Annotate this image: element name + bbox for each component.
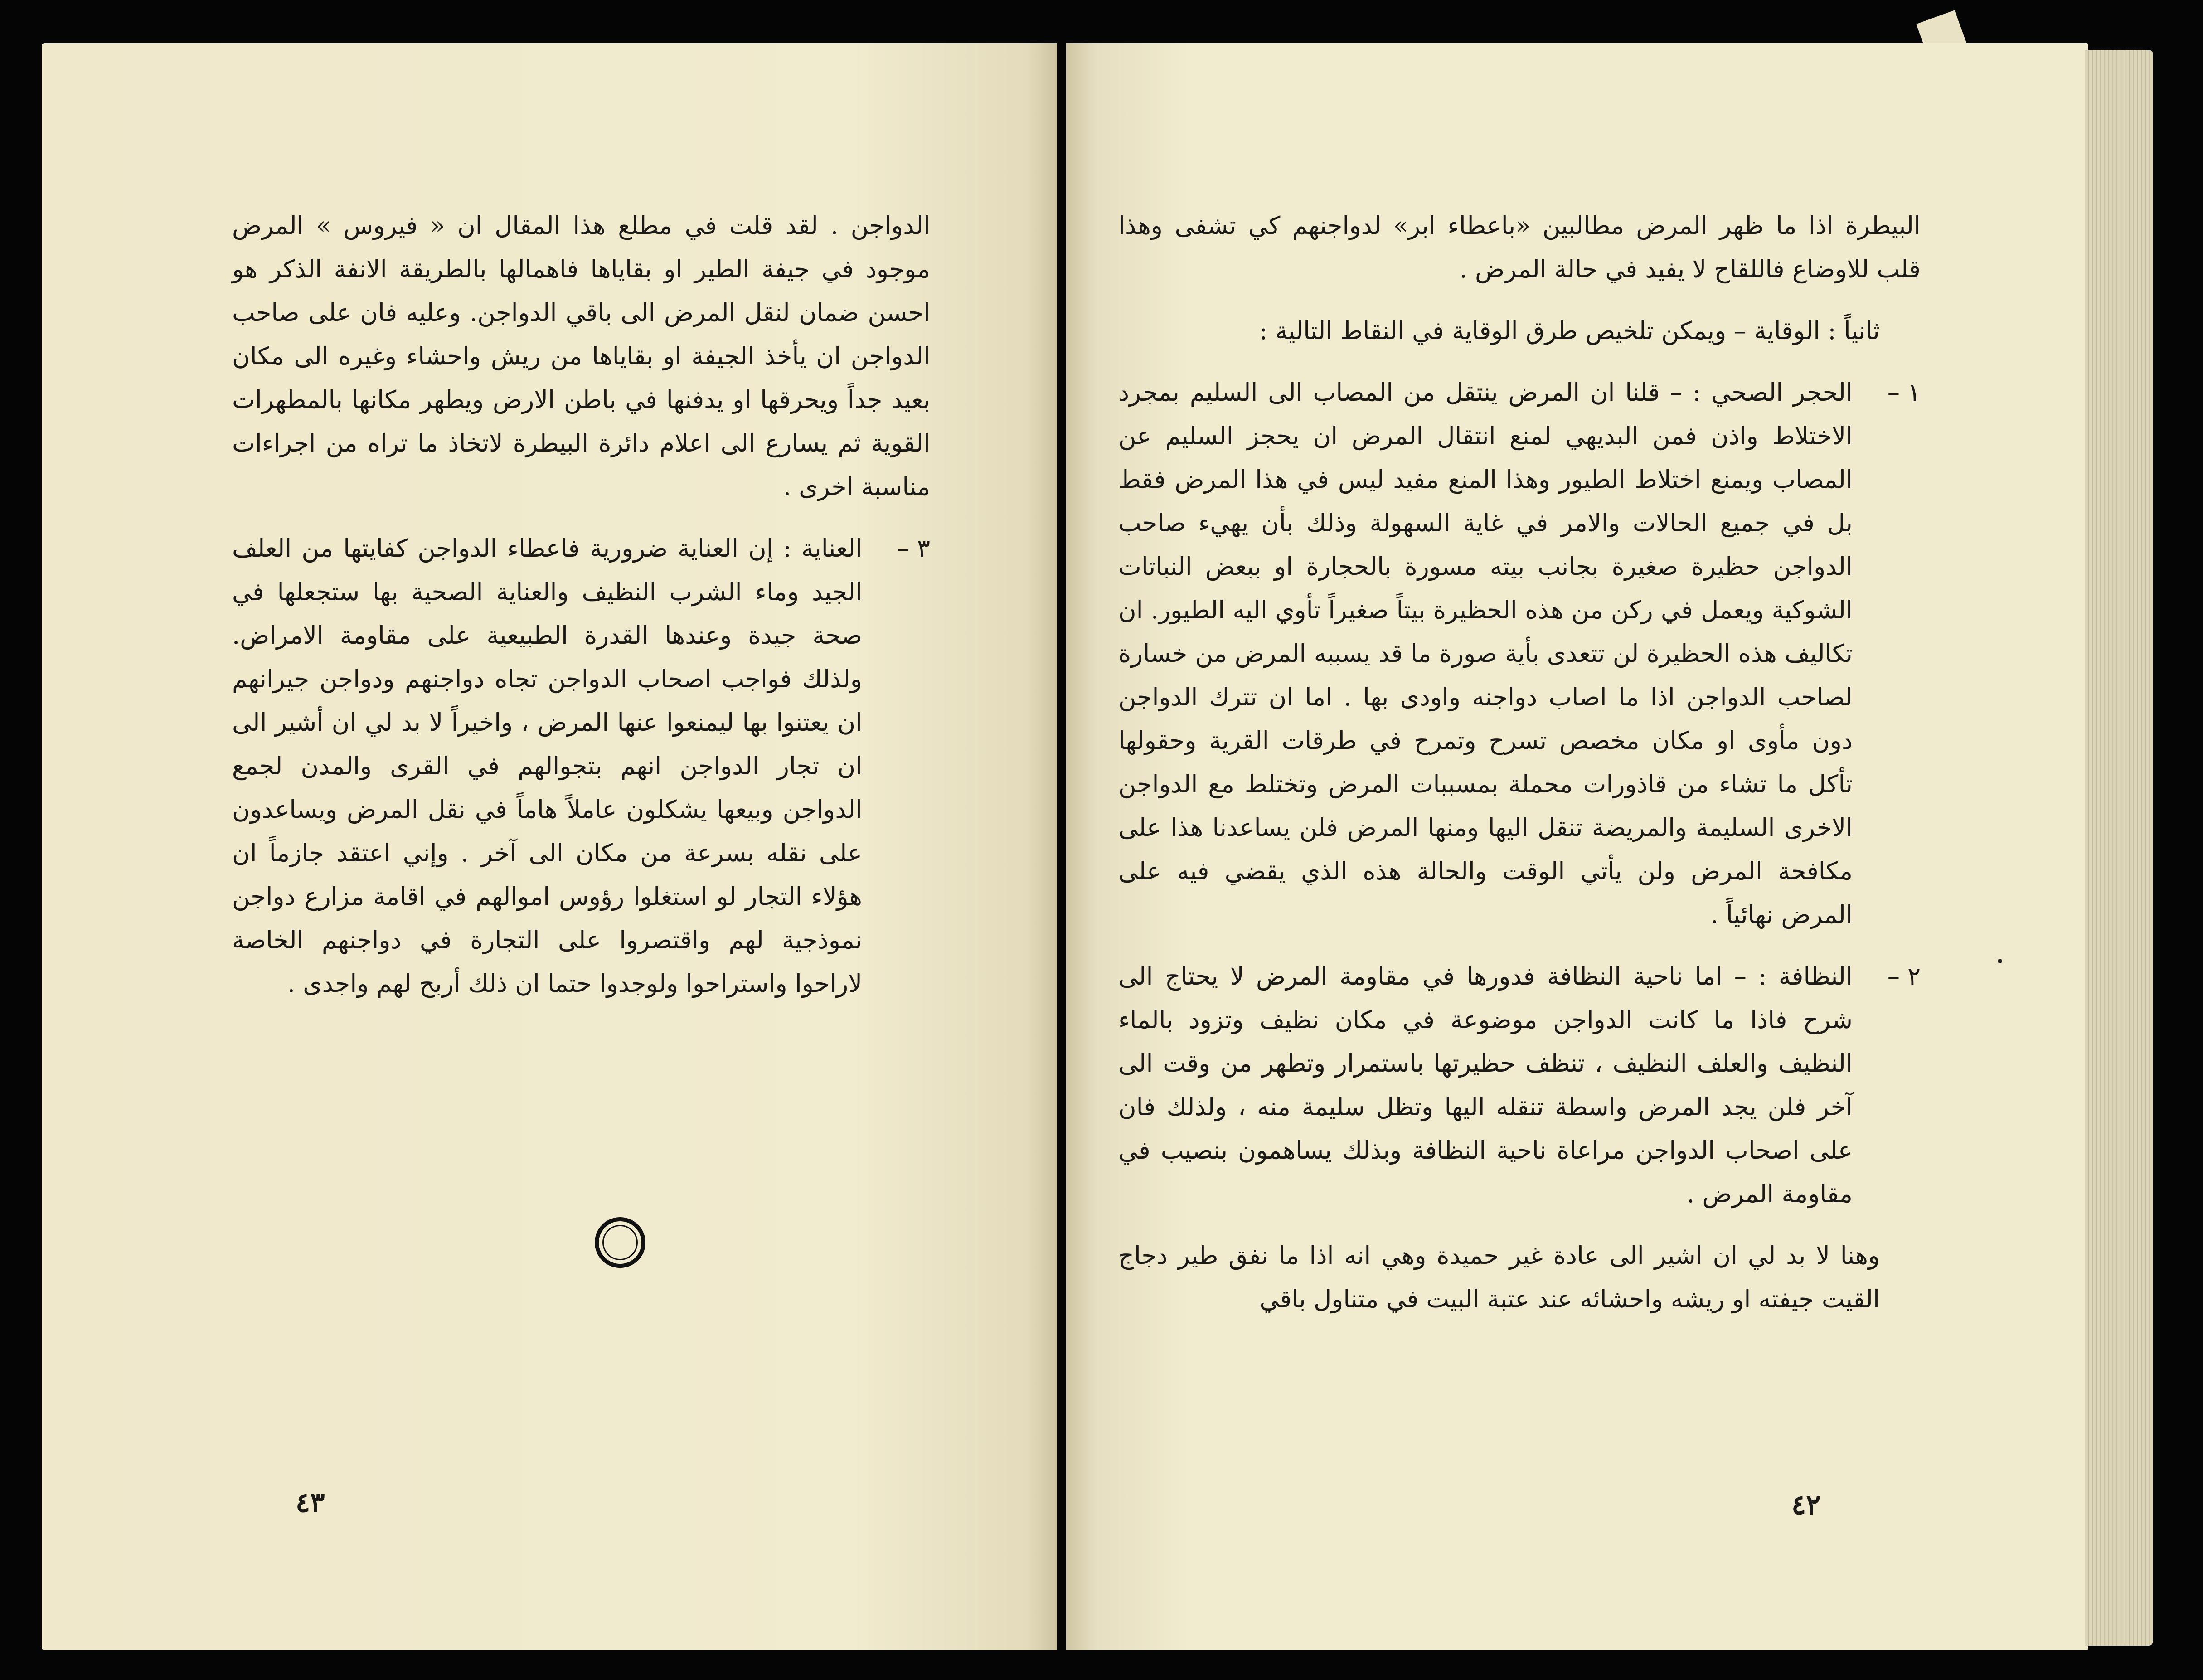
ink-dot: [1998, 959, 2002, 963]
left-paragraph-1: الدواجن . لقد قلت في مطلع هذا المقال ان « فيروس » المرض موجود في جيفة الطير او بقاياها فاهمالها بالطريقة الانفة الذكر هو احسن ضمان لنقل المرض الى باقي الدواجن. وعليه فان على صاحب الدواجن ان يأخذ الجيفة او بقاياها من ريش واحشاء وغيره الى مكان بعيد جداً ويحرقها او يدفنها في باطن الارض ويطهر مكانها بالمطهرات القوية ثم يسارع الى اعلام دائرة البيطرة لاتخاذ ما تراه من اجراءات مناسبة اخرى .: [232, 211, 930, 501]
item-text: الحجر الصحي : – قلنا ان المرض ينتقل من المصاب الى السليم بمجرد الاختلاط واذن فمن البديهي لمنع انتقال المرض ان يحجز السليم عن المصاب ويمنع اختلاط الطيور وهذا المنع مفيد ليس في هذا المرض فقط بل في جميع الحالات والامر في غاية السهولة وذلك بأن يهيء صاحب الدواجن حظيرة صغيرة بجانب بيته مسورة بالحجارة او ببعض النباتات الشوكية ويعمل في ركن من هذه الحظيرة بيتاً صغيراً تأوي اليه الطيور. ان تكاليف هذه الحظيرة لن تتعدى بأية صورة ما قد يسببه المرض من خسارة لصاحب الدواجن اذا ما اصاب دواجنه واودى بها . اما ان تترك الدواجن دون مأوى او مكان مخصص تسرح وتمرح في طرقات القرية وحقولها تأكل ما تشاء من قاذورات محملة بمسببات المرض وتختلط مع الدواجن الاخرى السليمة والمريضة تنقل اليها ومنها المرض فلن يساعدنا هذا على مكافحة المرض ولن يأتي الوقت والحالة هذه الذي يقضي فيه على المرض نهائياً .: [1118, 378, 1853, 929]
item-number: ١ –: [1887, 378, 1921, 407]
right-page: [1066, 43, 2088, 1650]
list-item-1: [1118, 371, 1921, 937]
page-number-left: ٤٣: [296, 1487, 325, 1519]
circle-stamp-icon: [595, 1217, 645, 1268]
right-paragraph-2: ثانياً : الوقاية – ويمكن تلخيص طرق الوقاية في النقاط التالية :: [1259, 316, 1880, 345]
left-text-column: [232, 204, 930, 1024]
item-number: ٢ –: [1887, 962, 1921, 991]
item-text: العناية : إن العناية ضرورية فاعطاء الدواجن كفايتها من العلف الجيد وماء الشرب النظيف والعناية الصحية بها ستجعلها في صحة جيدة وعندها القدرة الطبيعية على مقاومة الامراض. ولذلك فواجب اصحاب الدواجن تجاه دواجنهم ودواجن جيرانهم ان يعتنوا بها ليمنعوا عنها المرض ، واخيراً لا بد لي ان أشير الى ان تجار الدواجن انهم بتجوالهم في القرى والمدن لجمع الدواجن وبيعها يشكلون عاملاً هاماً في نقل المرض ويساعدون على نقله بسرعة من مكان الى آخر . وإني اعتقد جازماً ان هؤلاء التجار لو استغلوا رؤوس اموالهم في اقامة مزارع دواجن نموذجية لهم واقتصروا على التجارة في دواجنهم الخاصة لاراحوا واستراحوا ولوجدوا حتما ان ذلك أربح لهم واجدى .: [232, 534, 863, 998]
right-text-column: [1118, 204, 1921, 1339]
right-paragraph-3: وهنا لا بد لي ان اشير الى عادة غير حميدة وهي انه اذا ما نفق طير دجاج القيت جيفته او ريشه واحشائه عند عتبة البيت في متناول باقي: [1118, 1241, 1880, 1313]
left-page: [42, 43, 1057, 1650]
list-item-3: [232, 527, 930, 1005]
item-text: النظافة : – اما ناحية النظافة فدورها في مقاومة المرض لا يحتاج الى شرح فاذا ما كانت الدواجن موضوعة في مكان نظيف وتزود بالماء النظيف والعلف النظيف ، تنظف حظيرتها باستمرار وتطهر من وقت الى آخر فلن يجد المرض واسطة تنقله اليها وتظل سليمة منه ، ولذلك فان على اصحاب الدواجن مراعاة ناحية النظافة وبذلك يساهمون بنصيب في مقاومة المرض .: [1118, 962, 1853, 1208]
page-number-right: ٤٢: [1791, 1489, 1821, 1521]
item-number: ٣ –: [897, 534, 930, 563]
page-edges: [2085, 50, 2153, 1646]
right-paragraph-1: البيطرة اذا ما ظهر المرض مطالبين «باعطاء ابر» لدواجنهم كي تشفى وهذا قلب للاوضاع فاللقاح لا يفيد في حالة المرض .: [1118, 211, 1921, 283]
list-item-2: [1118, 955, 1921, 1216]
